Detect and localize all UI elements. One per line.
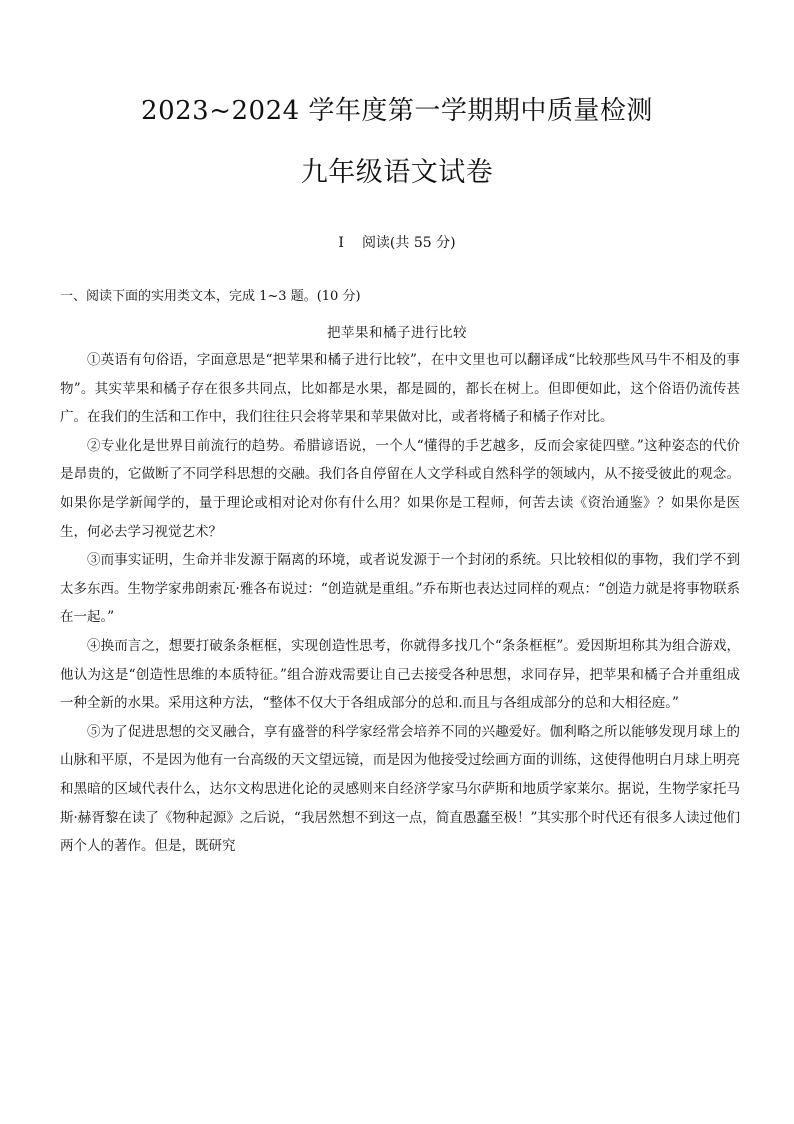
section-numeral: Ⅰ — [338, 235, 344, 251]
article-body — [60, 346, 740, 861]
section-label: 阅读(共 55 分) — [361, 235, 456, 251]
paragraph: ③而事实证明，生命并非发源于隔离的环境，或者说发源于一个封闭的系统。只比较相似的事物，我们学不到太多东西。生物学家弗朗索瓦·雅各布说过：“创造就是重组。”乔布斯也表达过同样的观点：“创造力就是将事物联系在一起。” — [60, 552, 740, 626]
article-title: 把苹果和橘子进行比较 — [327, 325, 467, 341]
question-prompt: 一、阅读下面的实用类文本，完成 1~3 题。(10 分) — [60, 289, 361, 304]
section-heading — [0, 232, 794, 252]
paragraph: ②专业化是世界目前流行的趋势。希腊谚语说，一个人“懂得的手艺越多，反而会家徒四壁。”这种姿态的代价是昂贵的，它做断了不同学科思想的交融。我们各自停留在人文学科或自然科学的领域内，从不接受彼此的观念。如果你是学新闻学的，量于理论或相对论对你有什么用？如果你是工程师，何苦去读《资治通鉴》？如果你是医生，何必去学习视觉艺术？ — [60, 437, 740, 540]
exam-subtitle: 九年级语文试卷 — [300, 157, 494, 188]
paragraph: ④换而言之，想要打破条条框框，实现创造性思考，你就得多找几个“条条框框”。爱因斯坦称其为组合游戏，他认为这是“创造性思维的本质特征。”组合游戏需要让自己去接受各种思想，求同存异，把苹果和橘子合并重组成一种全新的水果。采用这种方法，“整体不仅大于各组成部分的总和.而且与各组成部分的总和大相径庭。” — [60, 637, 740, 712]
exam-title: 2023~2024 学年度第一学期期中质量检测 — [141, 96, 653, 126]
paragraph: ①英语有句俗语，字面意思是“把苹果和橘子进行比较”，在中文里也可以翻译成“比较那些风马牛不相及的事物”。其实苹果和橘子存在很多共同点，比如都是水果，都是圆的，都长在树上。但即便如此，这个俗语仍流传甚广。在我们的生活和工作中，我们往往只会将苹果和苹果做对比，或者将橘子和橘子作对比。 — [60, 352, 740, 426]
paragraph: ⑤为了促进思想的交叉融合，享有盛誉的科学家经常会培养不同的兴趣爱好。伽利略之所以能够发现月球上的山脉和平原，不是因为他有一台高级的天文望远镜，而是因为他接受过绘画方面的训练，这使得他明白月球上明亮和黑暗的区域代表什么，达尔文构思进化论的灵感则来自经济学家马尔萨斯和地质学家莱尔。据说，生物学家托马斯·赫胥黎在读了《物种起源》之后说，“我居然想不到这一点，简直愚蠢至极！”其实那个时代还有很多人读过他们两个人的著作。但是，既研究 — [60, 723, 740, 855]
